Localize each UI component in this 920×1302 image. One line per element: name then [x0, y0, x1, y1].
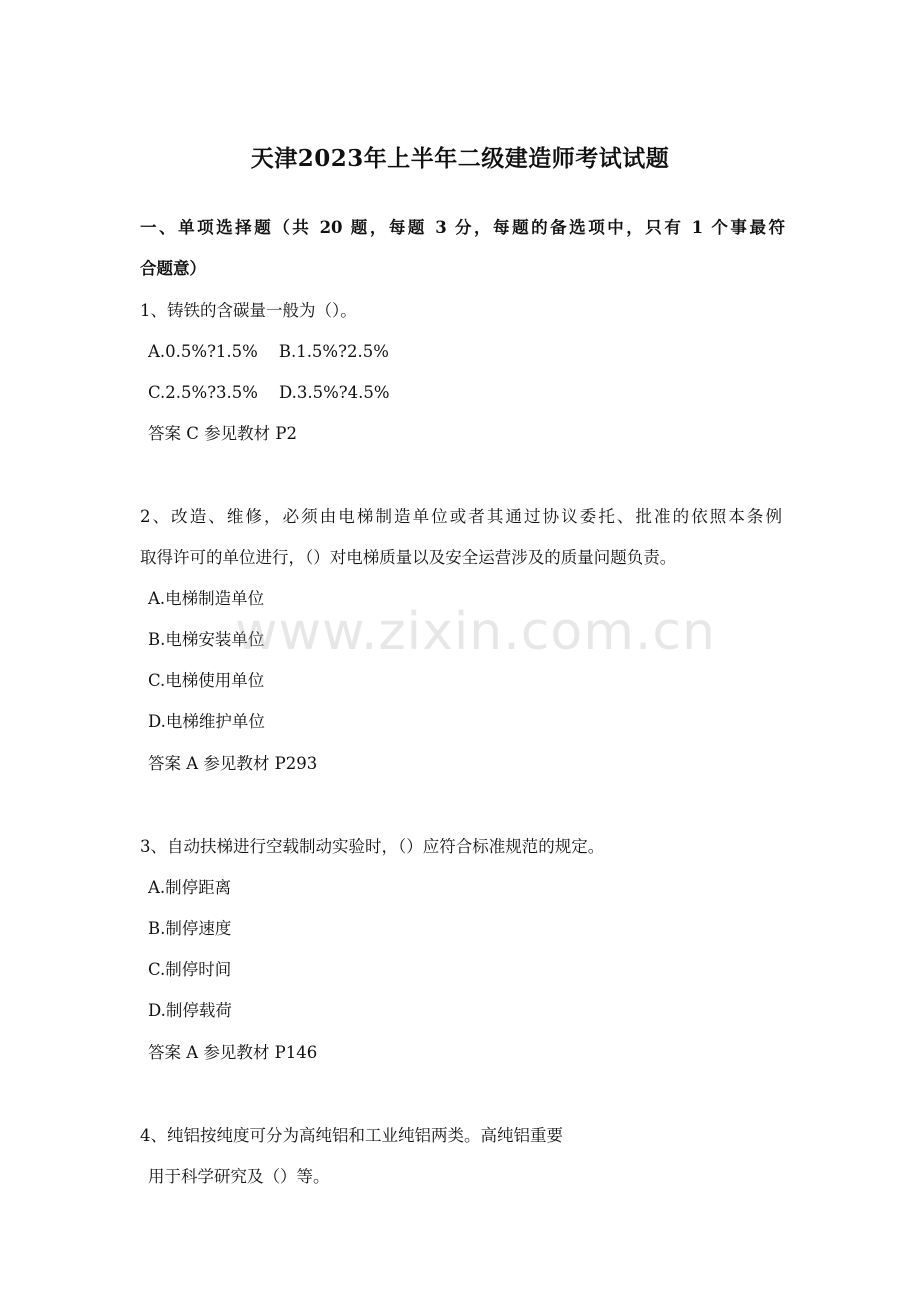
question-1-options-row-1: A.0.5%?1.5% B.1.5%?2.5% — [148, 342, 389, 361]
question-2-option-c: C.电梯使用单位 — [148, 671, 265, 690]
question-2-stem-line-2: 取得许可的单位进行，（）对电梯质量以及安全运营涉及的质量问题负责。 — [140, 548, 677, 567]
section-heading: 一、单项选择题（共 20 题，每题 3 分，每题的备选项中，只有 1 个事最符 — [140, 218, 785, 237]
question-3-option-c: C.制停时间 — [148, 960, 232, 979]
question-4-stem-line-2: 用于科学研究及（）等。 — [148, 1167, 330, 1186]
question-3-option-d: D.制停载荷 — [148, 1001, 232, 1020]
question-3-answer: 答案 A 参见教材 P146 — [148, 1043, 318, 1062]
question-1-answer: 答案 C 参见教材 P2 — [148, 424, 297, 443]
question-3-option-a: A.制停距离 — [148, 878, 232, 897]
section-heading-continued: 合题意） — [140, 259, 206, 278]
question-2-answer: 答案 A 参见教材 P293 — [148, 754, 318, 773]
question-1-stem: 1、铸铁的含碳量一般为（）。 — [140, 301, 357, 320]
question-1-options-row-2: C.2.5%?3.5% D.3.5%?4.5% — [148, 383, 390, 402]
question-3-option-b: B.制停速度 — [148, 919, 232, 938]
question-2-stem-line-1: 2、改造、维修，必须由电梯制造单位或者其通过协议委托、批准的依照本条例 — [140, 507, 782, 526]
document-title: 天津2023年上半年二级建造师考试试题 — [250, 145, 670, 172]
question-4-stem-line-1: 4、纯铝按纯度可分为高纯铝和工业纯铝两类。高纯铝重要 — [140, 1126, 563, 1145]
watermark: www.zixin.com.cn — [235, 602, 716, 662]
question-3-stem: 3、自动扶梯进行空载制动实验时，（）应符合标准规范的规定。 — [140, 837, 605, 856]
question-2-option-d: D.电梯维护单位 — [148, 712, 265, 731]
question-2-option-b: B.电梯安装单位 — [148, 630, 265, 649]
question-2-option-a: A.电梯制造单位 — [148, 589, 265, 608]
